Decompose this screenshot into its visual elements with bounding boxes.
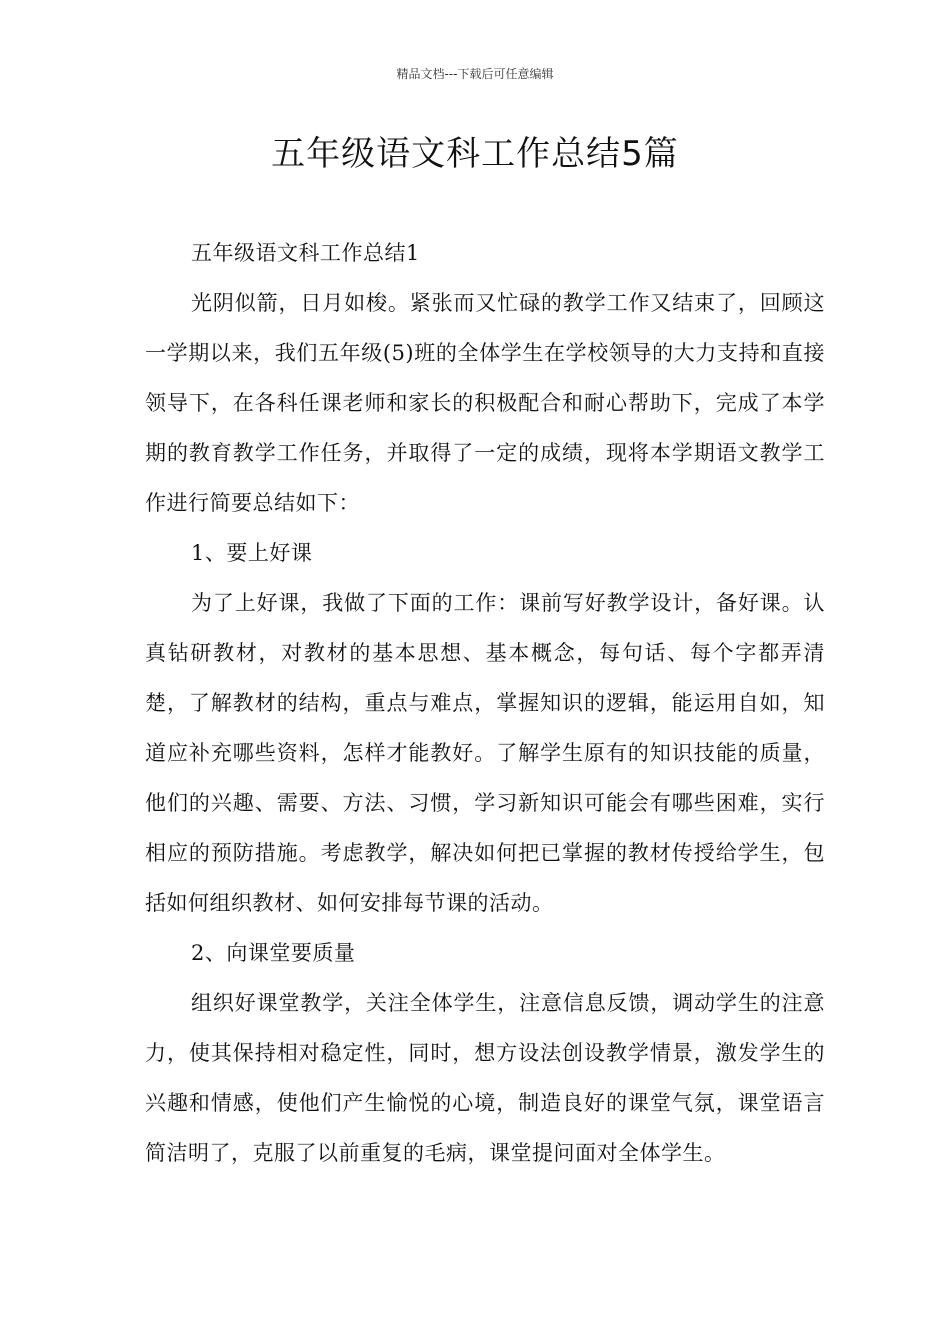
- document-title: 五年级语文科工作总结5篇: [271, 134, 679, 174]
- header-note: 精品文档---下载后可任意编辑: [396, 67, 554, 81]
- section-heading-2: 2、向课堂要质量: [191, 941, 356, 965]
- intro-paragraph: 光阴似箭，日月如梭。紧张而又忙碌的教学工作又结束了，回顾这一学期以来，我们五年级(5)班的全体学生在学校领导的大力支持和直接领导下，在各科任课老师和家长的积极配合和耐心帮助下，完成了本学期的教育教学工作任务，并取得了一定的成绩，现将本学期语文教学工作进行简要总结如下：: [145, 291, 825, 515]
- section-heading-1: 1、要上好课: [191, 541, 313, 565]
- section-2-paragraph: 组织好课堂教学，关注全体学生，注意信息反馈，调动学生的注意力，使其保持相对稳定性，同时，想方设法创设教学情景，激发学生的兴趣和情感，使他们产生愉悦的心境，制造良好的课堂气氛，课堂语言简洁明了，克服了以前重复的毛病，课堂提问面对全体学生。: [145, 991, 825, 1165]
- section-subtitle: 五年级语文科工作总结1: [191, 241, 420, 265]
- document-body: [145, 228, 825, 1178]
- section-1-paragraph: 为了上好课，我做了下面的工作：课前写好教学设计，备好课。认真钻研教材，对教材的基本思想、基本概念，每句话、每个字都弄清楚，了解教材的结构，重点与难点，掌握知识的逻辑，能运用自如，知道应补充哪些资料，怎样才能教好。了解学生原有的知识技能的质量，他们的兴趣、需要、方法、习惯，学习新知识可能会有哪些困难，实行相应的预防措施。考虑教学，解决如何把已掌握的教材传授给学生，包括如何组织教材、如何安排每节课的活动。: [145, 591, 825, 915]
